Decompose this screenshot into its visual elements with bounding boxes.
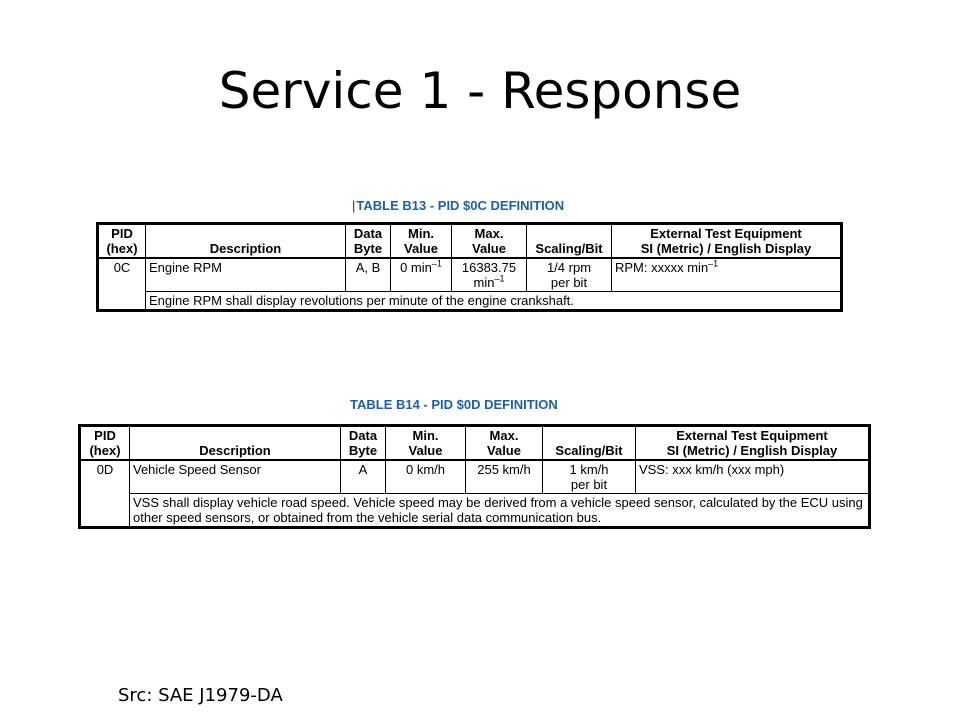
pid-cell: 0C (98, 258, 146, 292)
table-b13-caption-text: TABLE B13 - PID $0C DEFINITION (356, 198, 565, 213)
header-scaling: Scaling/Bit (527, 224, 612, 259)
table-b13-caption (352, 198, 564, 213)
header-external-display: External Test Equipment SI (Metric) / English Display (636, 426, 870, 461)
header-pid: PID (hex) (80, 426, 130, 461)
data-byte-cell: A, B (346, 258, 391, 292)
scaling-cell: 1/4 rpm per bit (527, 258, 612, 292)
header-min-value: Min. Value (386, 426, 466, 461)
source-note: Src: SAE J1979-DA (118, 685, 283, 706)
table-row (98, 258, 842, 292)
table-header-row (80, 426, 870, 461)
pid-cell: 0D (80, 460, 130, 494)
header-scaling: Scaling/Bit (543, 426, 636, 461)
table-b13 (96, 222, 843, 312)
scaling-cell: 1 km/h per bit (543, 460, 636, 494)
header-max-value: Max. Value (452, 224, 527, 259)
min-value-cell: 0 km/h (386, 460, 466, 494)
header-external-display: External Test Equipment SI (Metric) / English Display (612, 224, 842, 259)
table-b14 (78, 424, 871, 529)
slide-title: Service 1 - Response (218, 62, 742, 120)
display-cell: VSS: xxx km/h (xxx mph) (636, 460, 870, 494)
note-cell: VSS shall display vehicle road speed. Vehicle speed may be derived from a vehicle speed sensor, calculated by the ECU using other speed sensors, or obtained from the vehicle serial data communication bus. (130, 494, 870, 528)
header-max-value: Max. Value (466, 426, 543, 461)
table-note-row (98, 292, 842, 311)
max-value-cell: 16383.75 $\min^{-1}$ (452, 258, 527, 292)
table-note-row (80, 494, 870, 528)
header-pid: PID (hex) (98, 224, 146, 259)
text-cursor-icon: | (352, 198, 356, 213)
description-cell: Vehicle Speed Sensor (130, 460, 341, 494)
header-description: Description (130, 426, 341, 461)
header-data-byte: Data Byte (341, 426, 386, 461)
pid-cell-continued (98, 292, 146, 311)
data-byte-cell: A (341, 460, 386, 494)
header-data-byte: Data Byte (346, 224, 391, 259)
description-cell: Engine RPM (146, 258, 346, 292)
table-header-row (98, 224, 842, 259)
max-value-cell: 255 km/h (466, 460, 543, 494)
header-description: Description (146, 224, 346, 259)
header-min-value: Min. Value (391, 224, 452, 259)
note-cell: Engine RPM shall display revolutions per minute of the engine crankshaft. (146, 292, 842, 311)
min-value-cell: 0 $\min^{-1}$ (391, 258, 452, 292)
display-cell: RPM: xxxxx $\min^{-1}$ (612, 258, 842, 292)
table-b14-caption: TABLE B14 - PID $0D DEFINITION (350, 397, 558, 412)
table-row (80, 460, 870, 494)
pid-cell-continued (80, 494, 130, 528)
